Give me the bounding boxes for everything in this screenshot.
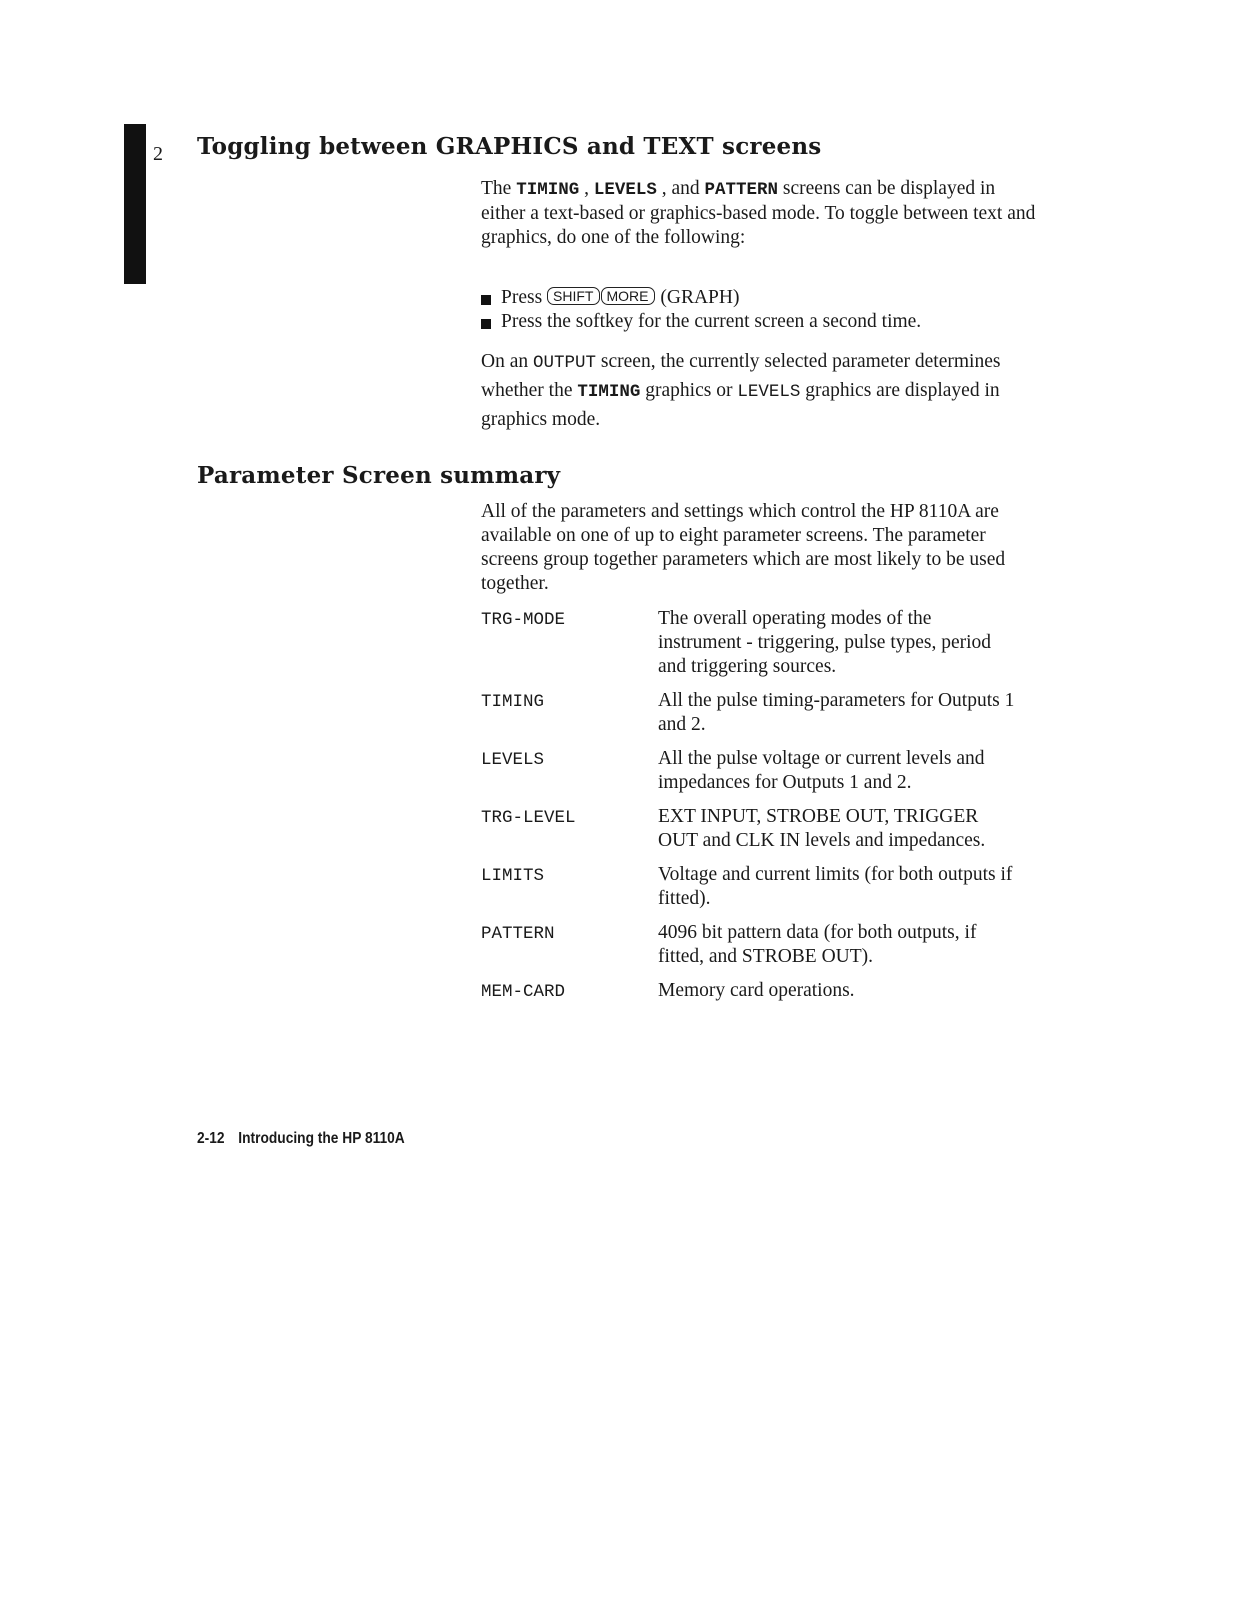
code-output: OUTPUT [533, 353, 597, 373]
screen-description: EXT INPUT, STROBE OUT, TRIGGER OUT and CLK IN levels and impedances. [658, 806, 986, 851]
text: screen, the currently selected parameter determines whether the [481, 351, 1001, 401]
screen-description: All the pulse voltage or current levels and impedances for Outputs 1 and 2. [658, 748, 985, 793]
screen-description: Voltage and current limits (for both outputs if fitted). [658, 864, 1013, 909]
screen-description: All the pulse timing-parameters for Outputs 1 and 2. [658, 690, 1015, 735]
code-levels: LEVELS [593, 180, 657, 200]
text: The [481, 178, 517, 199]
output-note-paragraph [481, 348, 1041, 434]
text: screens can be displayed in either a text-based or graphics-based mode. To toggle between text and graphics, do one of the following: [481, 178, 1036, 248]
page-footer [197, 1130, 405, 1148]
parameter-summary-intro [481, 500, 1041, 596]
table-row [481, 805, 1041, 853]
toggling-intro-paragraph [481, 177, 1041, 250]
more-key: MORE [601, 287, 655, 305]
text: Press [501, 287, 548, 308]
screen-name: LIMITS [481, 866, 545, 886]
text: graphics are displayed in graphics mode. [481, 380, 1000, 430]
parameter-summary-paragraph: All of the parameters and settings which control the HP 8110A are available on one of up to eight parameter screens. The parameter screens group together parameters which are most likely to be used together. [481, 501, 1006, 594]
screen-description: 4096 bit pattern data (for both outputs, if fitted, and STROBE OUT). [658, 922, 977, 967]
code-levels: LEVELS [737, 382, 801, 402]
list-item [481, 286, 1041, 310]
screen-name: MEM-CARD [481, 982, 566, 1002]
code-timing: TIMING [516, 180, 580, 200]
chapter-marker-bar [124, 124, 146, 284]
table-row [481, 607, 1041, 679]
screen-name: TIMING [481, 692, 545, 712]
text: graphics or [640, 380, 738, 401]
table-row [481, 747, 1041, 795]
code-timing: TIMING [577, 382, 641, 402]
chapter-number: 2 [153, 143, 163, 165]
list-item: Press the softkey for the current screen a second time. [481, 310, 1041, 334]
code-pattern: PATTERN [704, 180, 779, 200]
table-row [481, 979, 1041, 1003]
screen-name: TRG-MODE [481, 610, 566, 630]
screen-description: The overall operating modes of the instrument - triggering, pulse types, period and triggering sources. [658, 608, 992, 677]
toggle-options-list [481, 286, 1041, 334]
toggling-options [481, 286, 1041, 334]
text: On an [481, 351, 533, 372]
shift-key: SHIFT [547, 287, 599, 305]
text: , and [656, 178, 705, 199]
section-heading-toggling: Toggling between GRAPHICS and TEXT screens [197, 133, 822, 160]
footer-title: Introducing the HP 8110A [238, 1130, 405, 1147]
screen-description: Memory card operations. [658, 980, 855, 1001]
screen-name: PATTERN [481, 924, 555, 944]
output-note [481, 348, 1041, 434]
toggling-intro [481, 177, 1041, 250]
parameter-screen-list [481, 607, 1041, 1013]
page-number: 2-12 [197, 1130, 225, 1147]
screen-name: TRG-LEVEL [481, 808, 576, 828]
table-row [481, 689, 1041, 737]
text: , [579, 178, 594, 199]
section-heading-parameter-summary: Parameter Screen summary [197, 462, 561, 489]
table-row [481, 863, 1041, 911]
screen-name: LEVELS [481, 750, 545, 770]
table-row [481, 921, 1041, 969]
text: (GRAPH) [655, 287, 740, 308]
